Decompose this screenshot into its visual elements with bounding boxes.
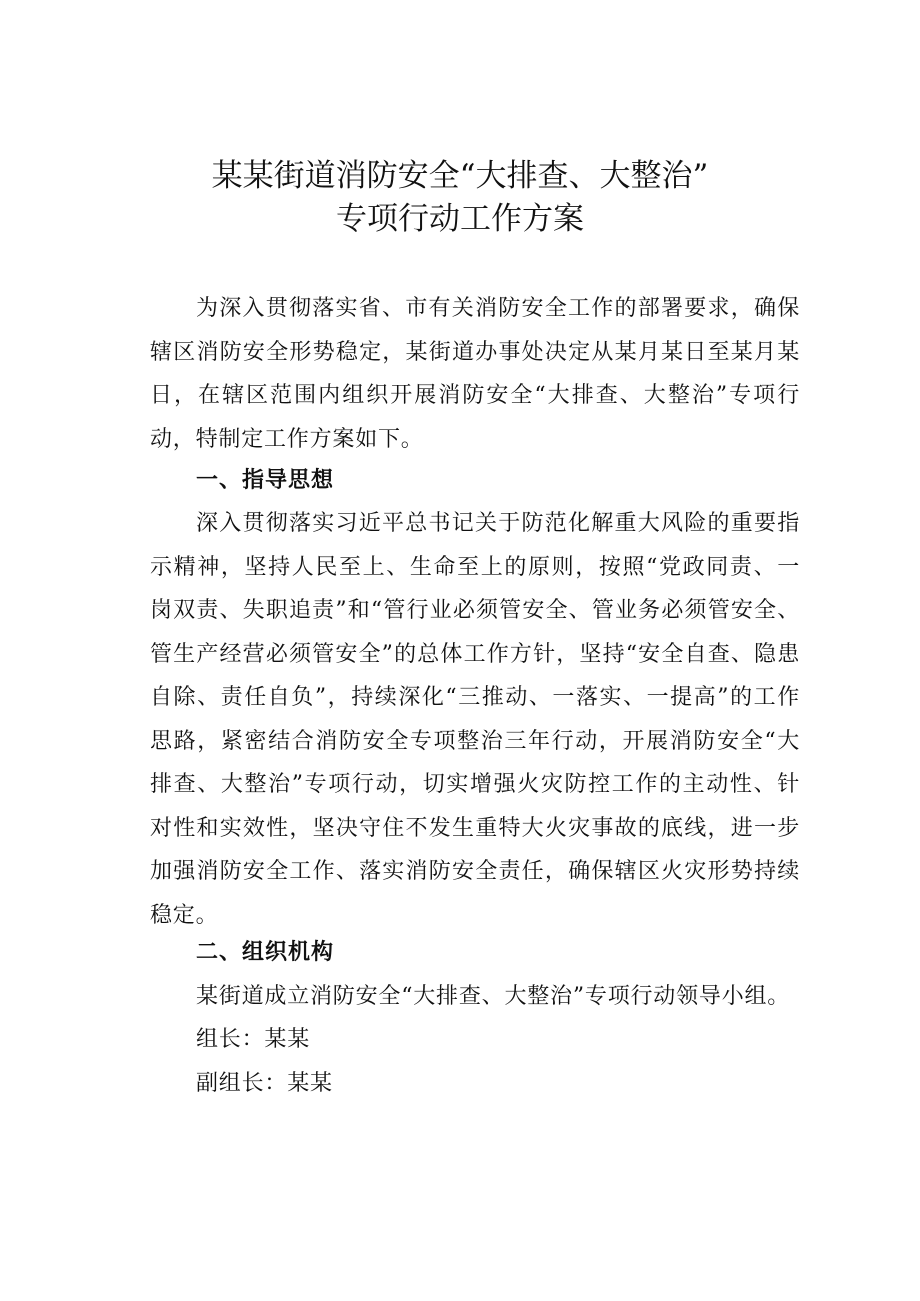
leader-line: 组长：某某: [196, 1027, 311, 1052]
intro-paragraph: 为深入贯彻落实省、市有关消防安全工作的部署要求，确保辖区消防安全形势稳定，某街道办事处决定从某月某日至某月某日，在辖区范围内组织开展消防安全“大排查、大整治”专项行动，特制定工作方案如下。: [150, 296, 800, 452]
document-title-line1: 某某街道消防安全“大排查、大整治”: [211, 158, 709, 194]
section1-paragraph: 深入贯彻落实习近平总书记关于防范化解重大风险的重要指示精神，坚持人民至上、生命至上的原则，按照“党政同责、一岗双责、失职追责”和“管行业必须管安全、管业务必须管安全、管生产经营必须管安全”的总体工作方针，坚持“安全自查、隐患自除、责任自负”，持续深化“三推动、一落实、一提高”的工作思路，紧密结合消防安全专项整治三年行动，开展消防安全“大排查、大整治”专项行动，切实增强火灾防控工作的主动性、针对性和实效性，坚决守住不发生重特大火灾事故的底线，进一步加强消防安全工作、落实消防安全责任，确保辖区火灾形势持续稳定。: [150, 511, 800, 928]
section1-heading: 一、指导思想: [196, 468, 335, 493]
section1-block: [150, 502, 800, 937]
document-title-line2: 专项行动工作方案: [336, 201, 584, 237]
intro-block: [150, 287, 800, 461]
section2-heading: 二、组织机构: [196, 940, 335, 965]
section2-paragraph: 某街道成立消防安全“大排查、大整治”专项行动领导小组。: [196, 984, 791, 1009]
deputy-leader-line: 副组长：某某: [196, 1071, 333, 1096]
